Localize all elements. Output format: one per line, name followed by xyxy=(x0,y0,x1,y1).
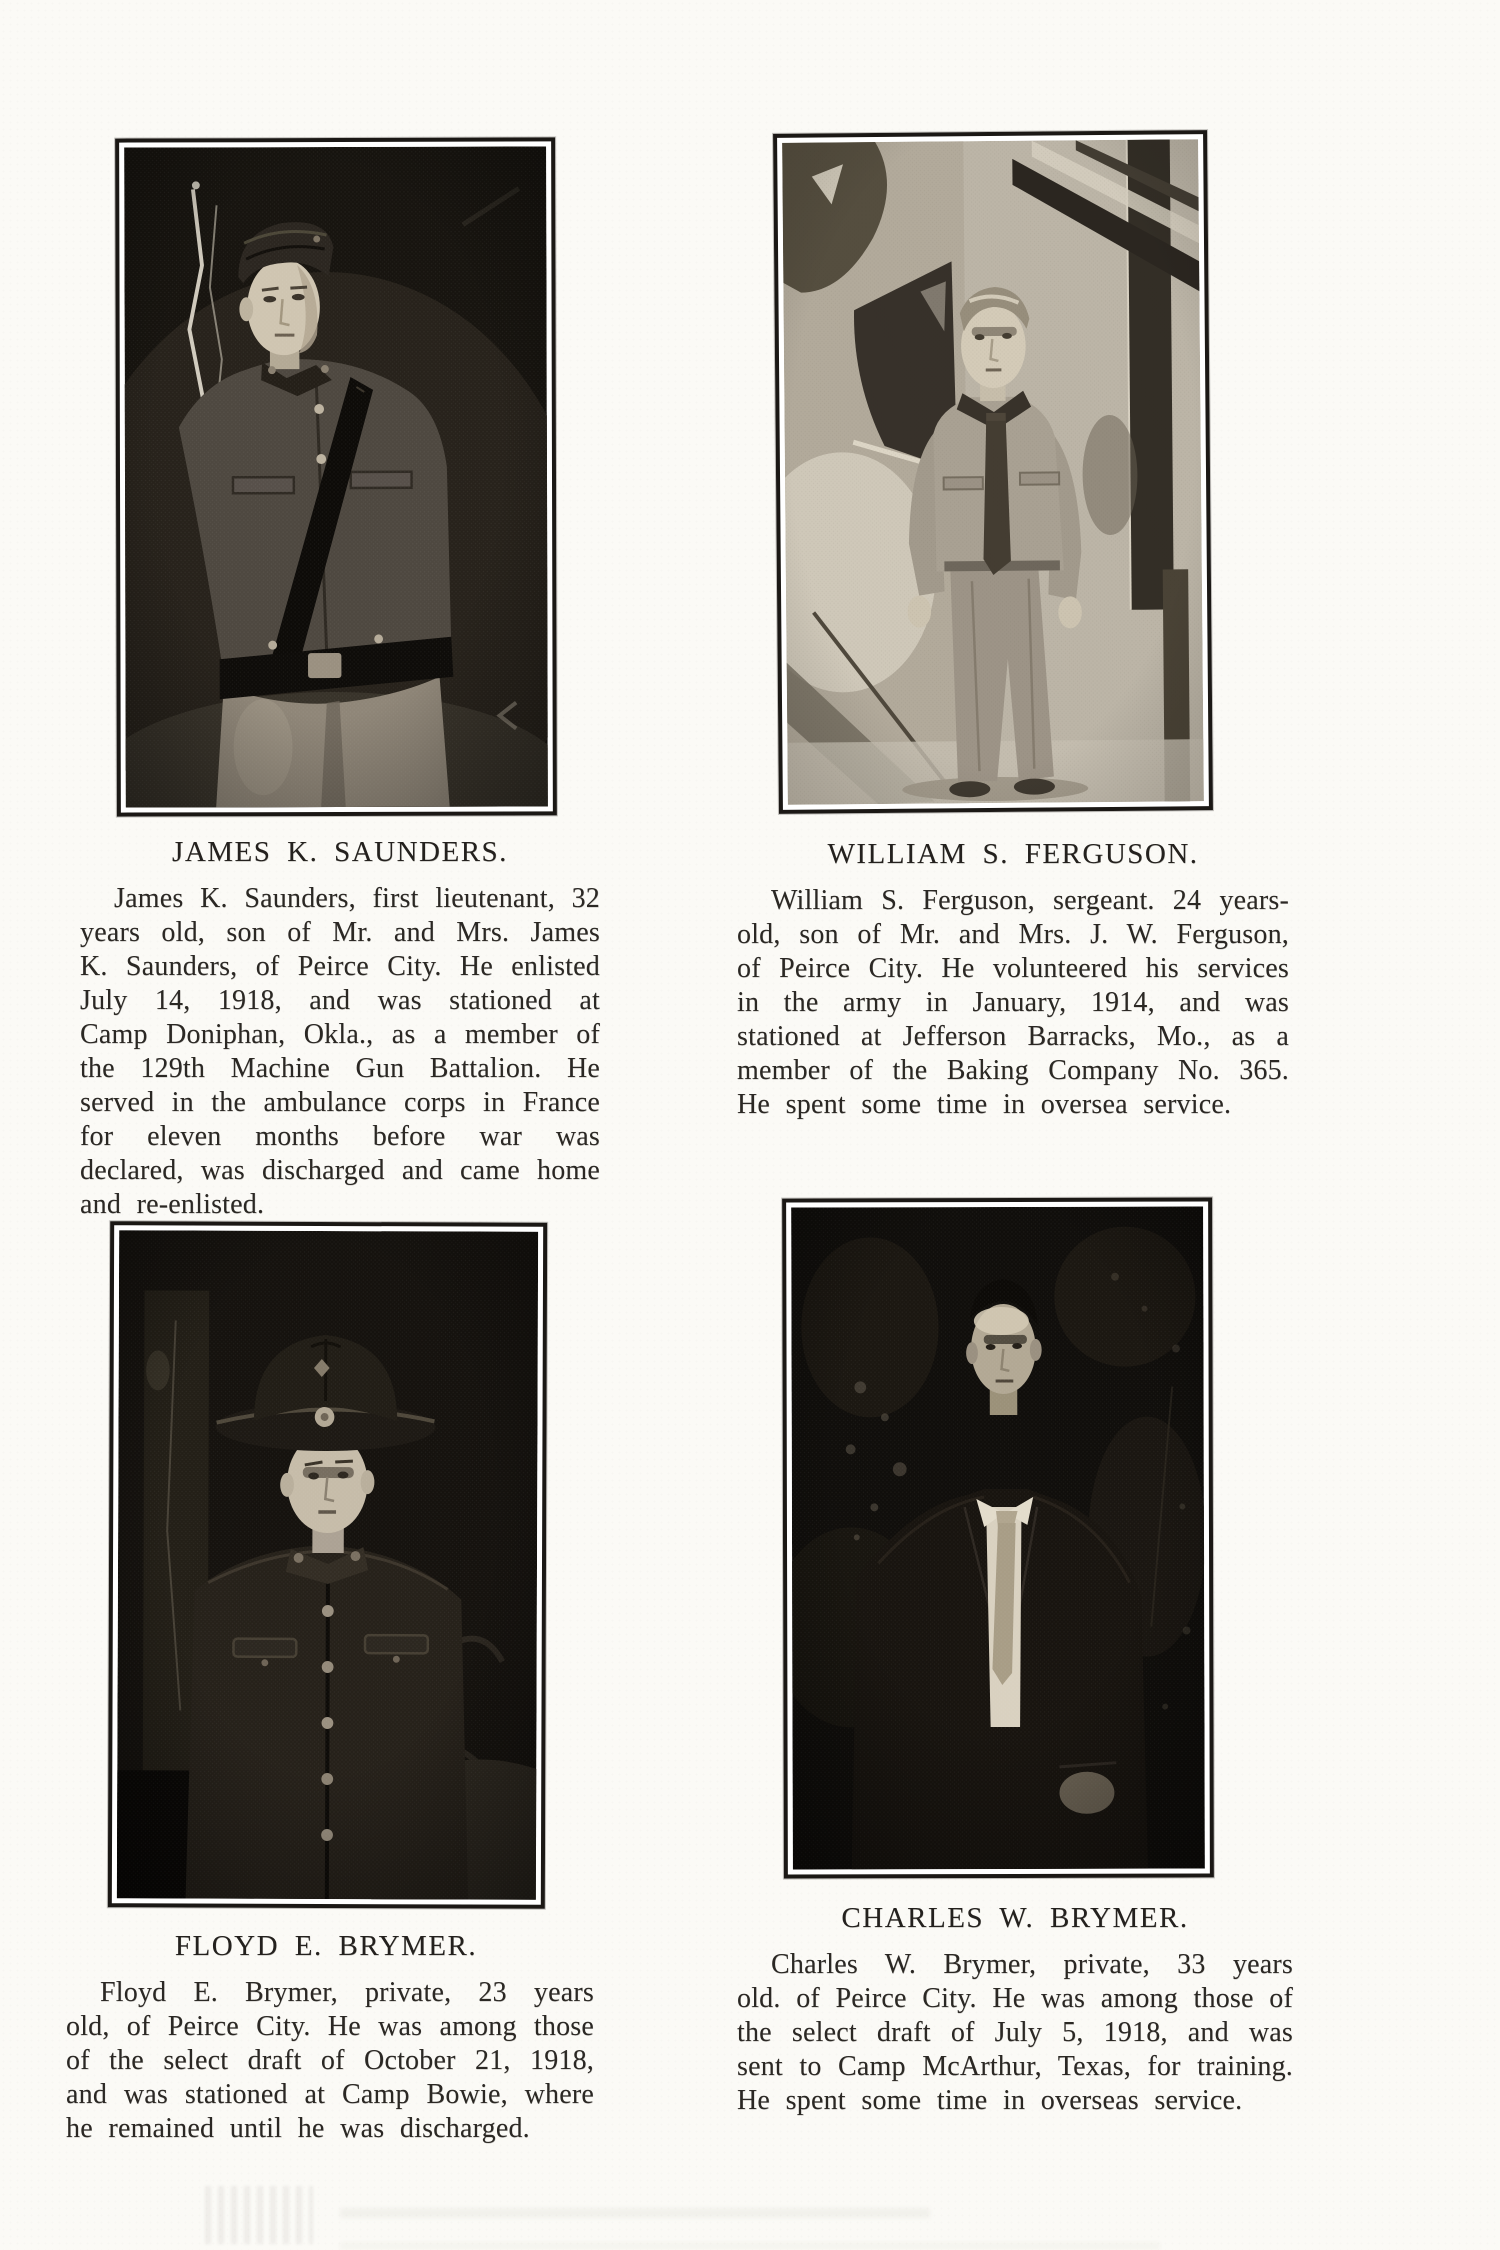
bio-floyd-brymer: Floyd E. Brymer, private, 23 years old, of Peirce City. He was among those of the select draft of October 21, 1918, and was stationed at Camp Bowie, where he remained until he was discharged. xyxy=(66,1977,594,2144)
caption-saunders: JAMES K. SAUNDERS. xyxy=(172,836,508,868)
bio-ferguson: William S. Ferguson, sergeant. 24 years-old, son of Mr. and Mrs. J. W. Ferguson, of Peirce City. He volunteered his services in the army in January, 1914, and was stationed at Jefferson Barracks, Mo., as a member of the Baking Company No. 365. He spent some time in oversea service. xyxy=(737,885,1289,1120)
showthrough-line xyxy=(340,2208,930,2218)
portrait-photo-ferguson xyxy=(773,130,1213,814)
portrait-photo-charles-brymer xyxy=(782,1197,1214,1878)
caption-floyd-brymer: FLOYD E. BRYMER. xyxy=(174,1930,478,1962)
portrait-photo-saunders xyxy=(115,137,557,816)
caption-ferguson: WILLIAM S. FERGUSON. xyxy=(827,838,1199,870)
showthrough-smudge xyxy=(205,2186,313,2244)
floyd-brymer-photo-art xyxy=(117,1230,538,1899)
caption-charles-brymer: CHARLES W. BRYMER. xyxy=(841,1902,1189,1934)
ferguson-photo-art xyxy=(782,139,1204,805)
bio-saunders: James K. Saunders, first lieutenant, 32 years old, son of Mr. and Mrs. James K. Saunders, of Peirce City. He enlisted July 14, 1918, and was stationed at Camp Doniphan, Okla., as a member of the 129th Machine Gun Battalion. He served in the ambulance corps in France for eleven months before war was declared, was discharged and came home and re-enlisted. xyxy=(80,883,600,1220)
portrait-photo-floyd-brymer xyxy=(108,1221,547,1909)
showthrough-line-2 xyxy=(340,2242,1160,2250)
bio-charles-brymer: Charles W. Brymer, private, 33 years old. of Peirce City. He was among those of the select draft of July 5, 1918, and was sent to Camp McArthur, Texas, for training. He spent some time in overseas service. xyxy=(737,1949,1293,2116)
charles-brymer-photo-art xyxy=(791,1206,1205,1869)
saunders-photo-art xyxy=(124,146,548,807)
